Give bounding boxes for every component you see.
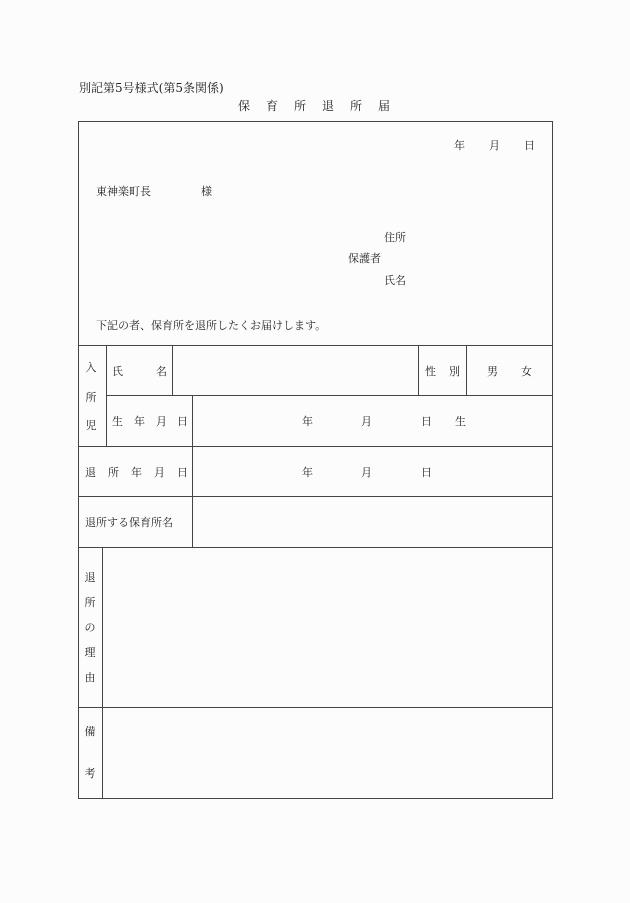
date-month-label: 月 [489, 139, 500, 152]
label-char: 児 [85, 419, 97, 432]
dob-label-char: 月 [156, 415, 167, 428]
withdrawal-date-label-char: 所 [108, 466, 119, 479]
facility-name-label: 退所する保育所名 [85, 516, 173, 529]
label-char: 理 [84, 646, 96, 659]
title-char: 保 [238, 99, 251, 113]
statement-text: 下記の者、保育所を退所したくお届けします。 [96, 319, 327, 332]
date-year-label: 年 [454, 139, 465, 152]
address-label: 住所 [384, 231, 406, 244]
dob-day-unit: 日 [421, 415, 432, 428]
withdrawal-month-unit: 月 [361, 466, 372, 479]
dob-month-unit: 月 [361, 415, 372, 428]
child-name-label-char: 名 [156, 365, 167, 378]
reason-field[interactable] [103, 548, 552, 706]
title-char: 所 [294, 99, 307, 113]
addressee-honorific: 様 [201, 185, 212, 198]
dob-label-char: 日 [177, 415, 188, 428]
withdrawal-day-unit: 日 [421, 466, 432, 479]
sex-label-char: 性 [425, 365, 436, 378]
sex-option-female[interactable]: 女 [521, 365, 532, 378]
dob-label-char: 年 [134, 415, 145, 428]
facility-name-field[interactable] [193, 497, 552, 546]
withdrawal-year-unit: 年 [302, 466, 313, 479]
date-day-label: 日 [524, 139, 535, 152]
guardian-label: 保護者 [348, 252, 381, 265]
column-divider [466, 345, 467, 395]
withdrawal-date-label-char: 退 [85, 466, 96, 479]
label-char: 考 [84, 767, 96, 780]
title-char: 退 [322, 99, 335, 113]
label-char: 入 [85, 361, 97, 374]
sex-option-male[interactable]: 男 [487, 365, 498, 378]
withdrawal-date-label-char: 月 [154, 466, 165, 479]
dob-field[interactable] [193, 396, 552, 445]
child-name-label-char: 氏 [112, 365, 123, 378]
addressee-name: 東神楽町長 [96, 185, 151, 198]
withdrawal-date-label-char: 日 [177, 466, 188, 479]
child-name-field[interactable] [173, 346, 417, 395]
dob-label-char: 生 [112, 415, 123, 428]
label-char: 所 [84, 596, 96, 609]
name-label: 氏名 [384, 274, 406, 287]
remarks-field[interactable] [103, 708, 552, 798]
column-divider [106, 345, 107, 446]
label-char: 由 [84, 671, 96, 684]
label-char: の [84, 621, 96, 634]
withdrawal-date-label-char: 年 [131, 466, 142, 479]
dob-birth-suffix: 生 [455, 415, 466, 428]
title-char: 届 [378, 99, 391, 113]
sex-label-char: 別 [449, 365, 460, 378]
column-divider [418, 345, 419, 395]
title-char: 育 [266, 99, 279, 113]
title-char: 所 [350, 99, 363, 113]
label-char: 所 [85, 391, 97, 404]
withdrawal-date-field[interactable] [193, 447, 552, 496]
label-char: 退 [84, 571, 96, 584]
label-char: 備 [84, 725, 96, 738]
form-reference: 別記第5号様式(第5条関係) [79, 81, 224, 95]
dob-year-unit: 年 [302, 415, 313, 428]
